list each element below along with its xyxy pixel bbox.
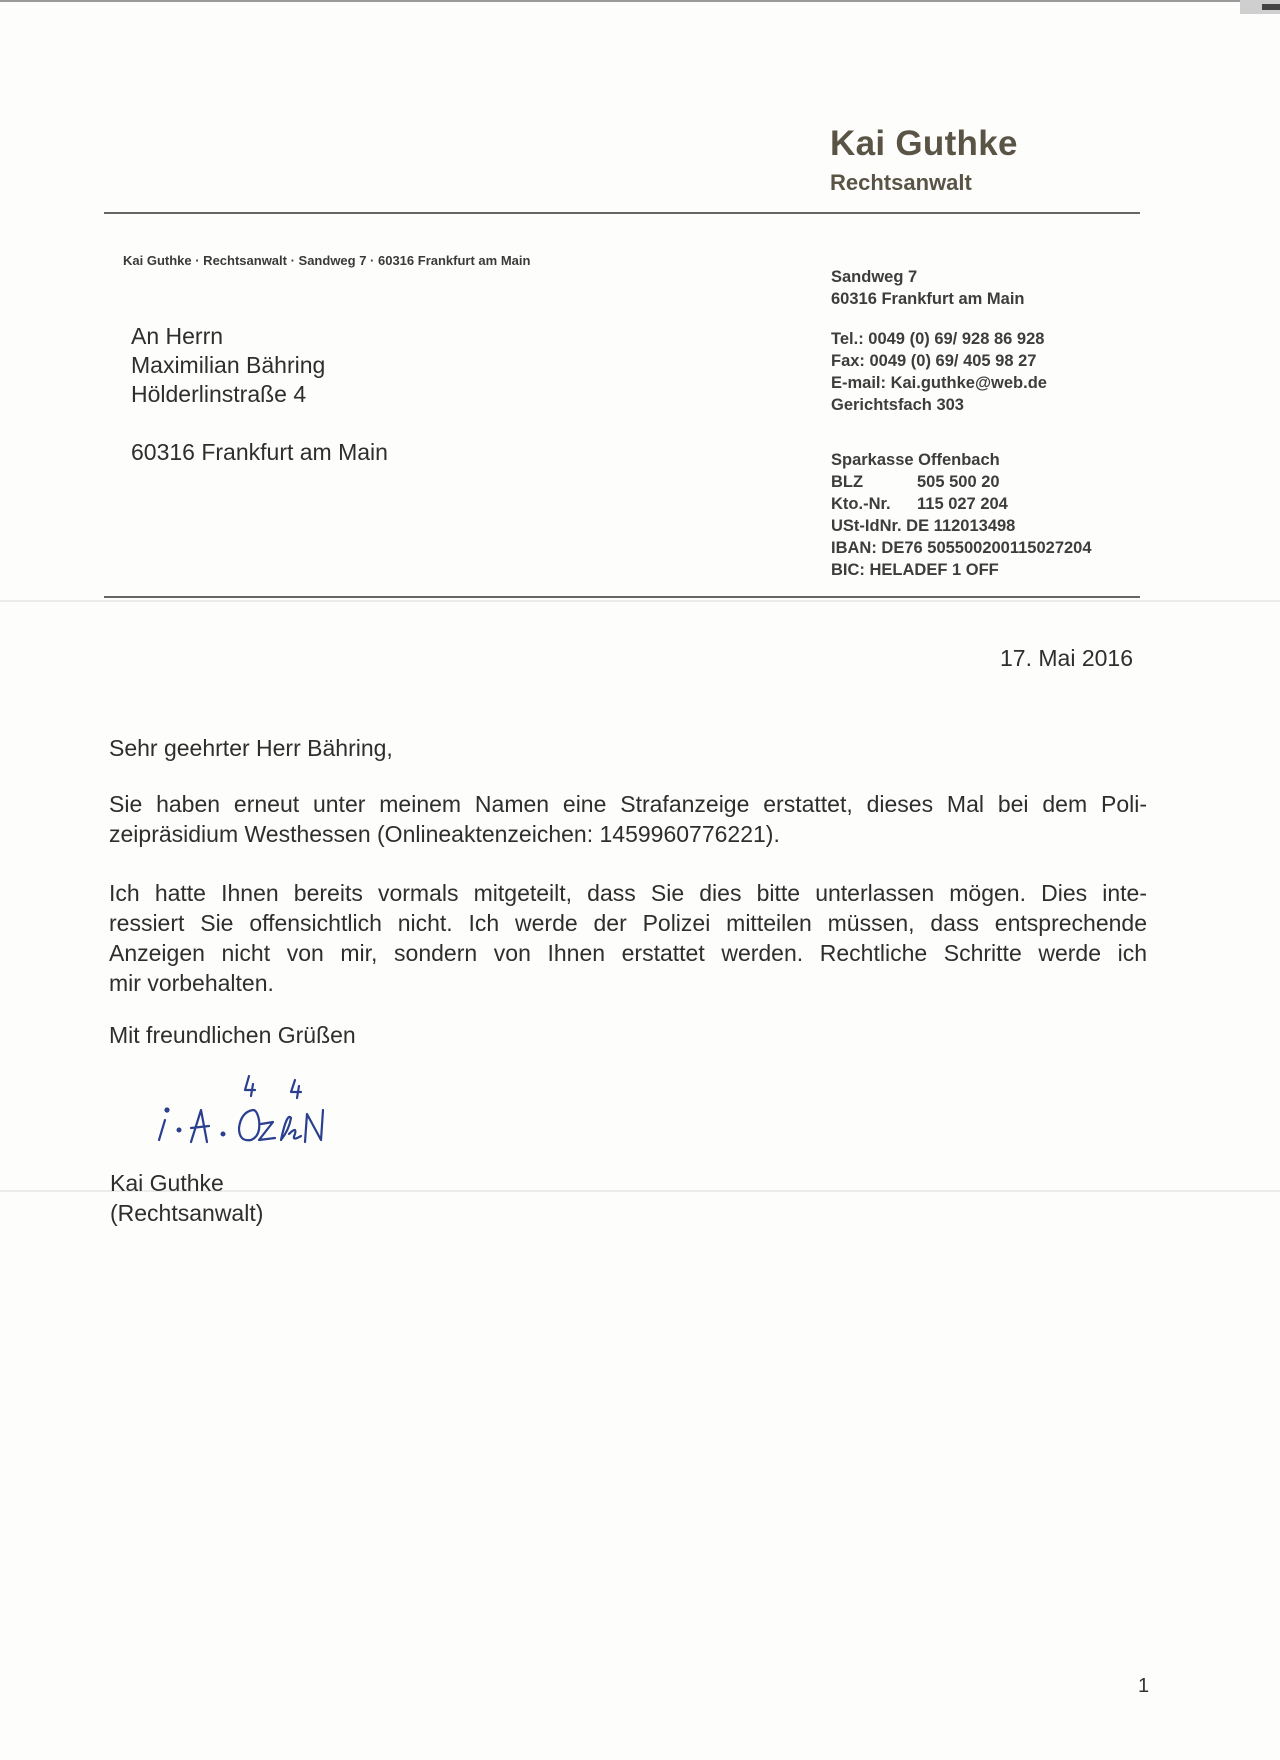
bank-name: Sparkasse Offenbach	[831, 451, 1000, 469]
bank-blz	[831, 471, 1092, 493]
bank-bic: BIC: HELADEF 1 OFF	[831, 561, 999, 579]
letterhead-name: Kai Guthke	[830, 124, 1018, 163]
paragraph-2-line: Ich hatte Ihnen bereits vormals mitgeteilt, dass Sie dies bitte unterlassen mögen. Dies inte-	[109, 880, 1147, 906]
contact-city: 60316 Frankfurt am Main	[831, 290, 1025, 308]
recipient-salutation-line: An Herrn	[131, 323, 224, 349]
recipient-name: Maximilian Bähring	[131, 352, 326, 378]
greeting: Sehr geehrter Herr Bähring,	[109, 735, 393, 761]
paragraph-1-line: zeipräsidium Westhessen (Onlineaktenzeichen: 1459960776221).	[109, 821, 780, 847]
signer-role: (Rechtsanwalt)	[110, 1200, 264, 1226]
contact-address	[831, 266, 1025, 310]
handwritten-signature	[145, 1060, 385, 1160]
paragraph-2-line: ressiert Sie offensichtlich nicht. Ich werde der Polizei mitteilen müssen, dass entsprechende	[109, 910, 1147, 936]
paper-fold-line	[0, 600, 1280, 602]
letterhead-title: Rechtsanwalt	[830, 170, 972, 195]
recipient-address	[131, 322, 388, 467]
recipient-city: 60316 Frankfurt am Main	[131, 439, 388, 465]
bank-kto-label: Kto.-Nr.	[831, 495, 891, 513]
bank-details	[831, 449, 1092, 581]
contact-email: E-mail: Kai.guthke@web.de	[831, 374, 1047, 392]
paragraph-1-line: Sie haben erneut unter meinem Namen eine Strafanzeige erstattet, dieses Mal bei dem Poli-	[109, 791, 1147, 817]
contact-court-box: Gerichtsfach 303	[831, 396, 964, 414]
bank-kto	[831, 493, 1092, 515]
bank-iban: IBAN: DE76 505500200115027204	[831, 539, 1092, 557]
paragraph-1	[109, 789, 1147, 849]
recipient-street: Hölderlinstraße 4	[131, 381, 307, 407]
closing: Mit freundlichen Grüßen	[109, 1022, 356, 1048]
scan-edge-corner-dark	[1262, 4, 1280, 10]
contact-fax: Fax: 0049 (0) 69/ 405 98 27	[831, 352, 1037, 370]
contact-tel: Tel.: 0049 (0) 69/ 928 86 928	[831, 330, 1045, 348]
signer-name: Kai Guthke	[110, 1170, 224, 1196]
bank-ust: USt-IdNr. DE 112013498	[831, 517, 1016, 535]
paragraph-2	[109, 878, 1147, 998]
paragraph-2-line: Anzeigen nicht von mir, sondern von Ihnen erstattet werden. Rechtliche Schritte werde ich	[109, 940, 1147, 966]
page-number: 1	[1138, 1675, 1150, 1697]
bank-kto-value: 115 027 204	[917, 495, 1008, 513]
signer-block	[110, 1168, 263, 1228]
bank-blz-label: BLZ	[831, 473, 864, 491]
sender-return-line: Kai Guthke · Rechtsanwalt · Sandweg 7 · 60316 Frankfurt am Main	[123, 253, 531, 268]
header-bottom-rule	[104, 596, 1140, 598]
bank-blz-value: 505 500 20	[917, 473, 1000, 491]
letter-date: 17. Mai 2016	[1000, 645, 1133, 671]
paragraph-2-line: mir vorbehalten.	[109, 970, 274, 996]
contact-street: Sandweg 7	[831, 268, 918, 286]
scan-edge-top	[0, 0, 1280, 2]
header-rule	[104, 212, 1140, 214]
contact-details	[831, 328, 1047, 416]
